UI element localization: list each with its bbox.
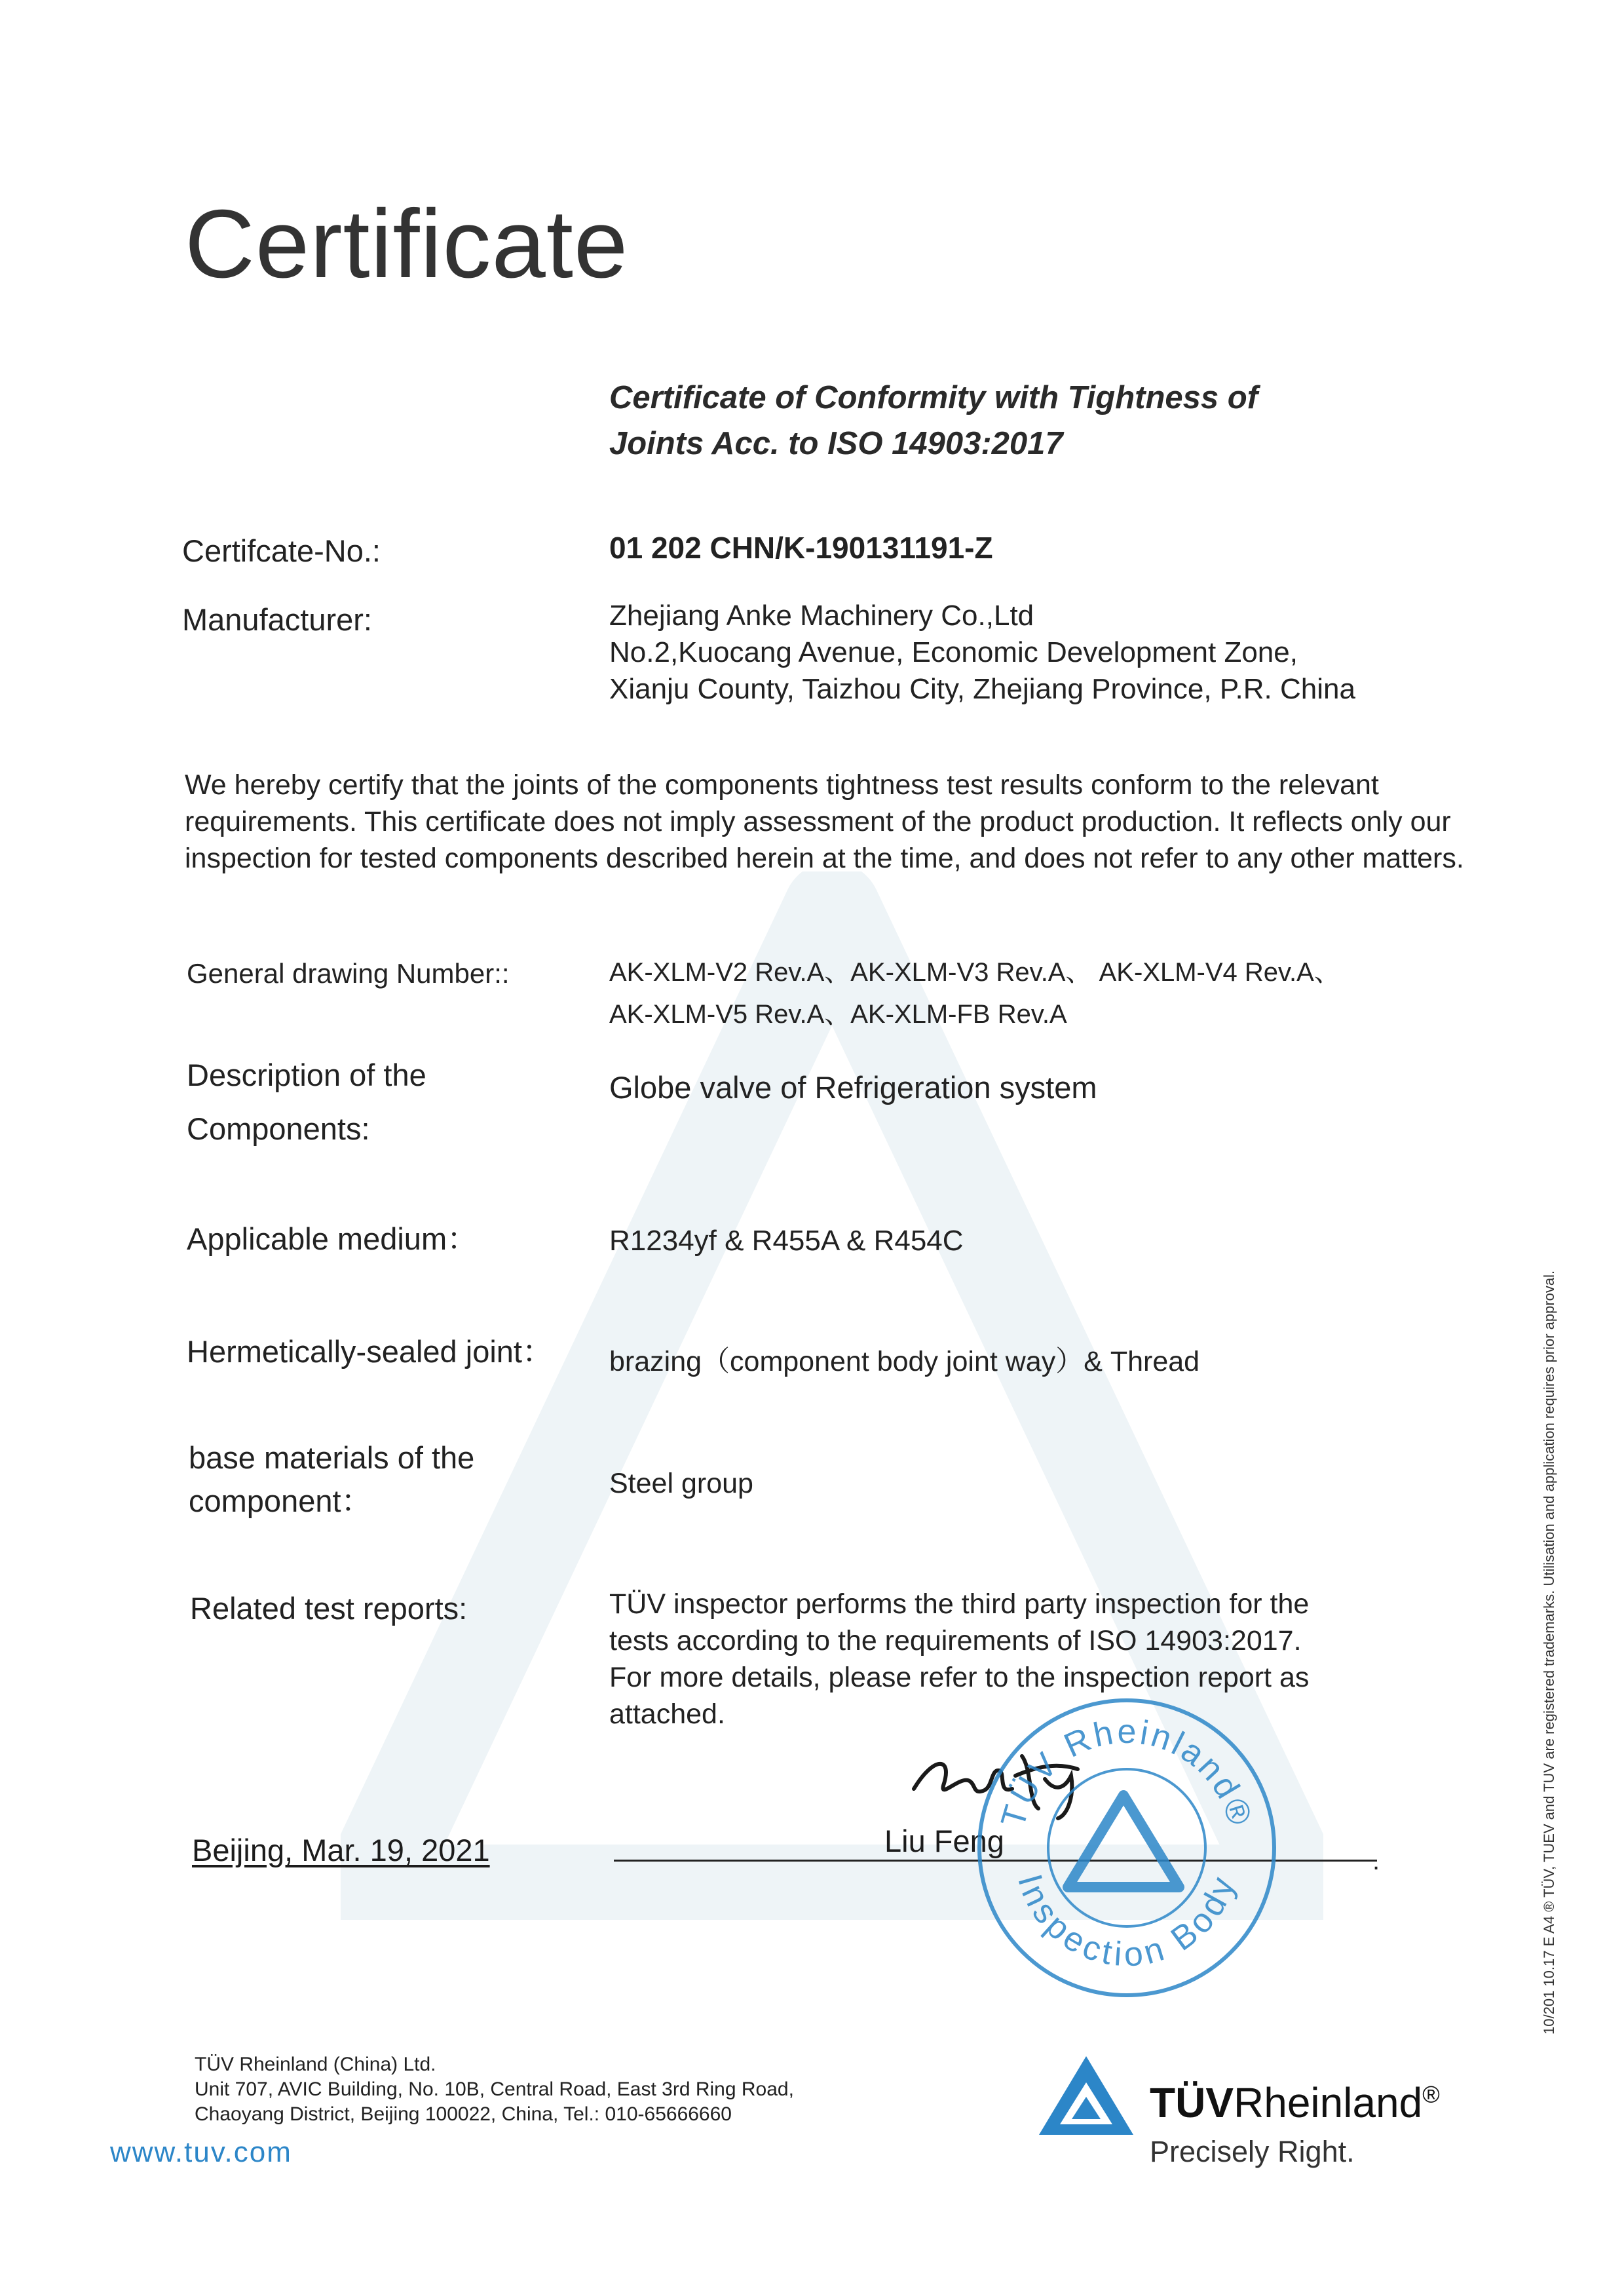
test-reports-line: attached. xyxy=(609,1698,725,1730)
logo-tagline: Precisely Right. xyxy=(1150,2135,1355,2168)
manufacturer-line: Xianju County, Taizhou City, Zhejiang Province, P.R. China xyxy=(609,673,1355,705)
certificate-number-value: 01 202 CHN/K-190131191-Z xyxy=(609,531,993,565)
medium-label: Applicable medium： xyxy=(187,1221,478,1256)
footer-address-line: Chaoyang District, Beijing 100022, China, Tel.: 010-65666660 xyxy=(195,2103,732,2125)
svg-text:TÜV Rheinland®: TÜV Rheinland® xyxy=(994,1712,1260,1832)
base-materials-value: Steel group xyxy=(609,1468,753,1499)
logo-bold-part: TÜV xyxy=(1150,2079,1234,2126)
base-materials-label-line: base materials of the xyxy=(189,1440,475,1475)
tuv-rheinland-logo xyxy=(1150,2078,1440,2127)
manufacturer-label: Manufacturer: xyxy=(182,602,372,637)
drawing-number-line: AK-XLM-V5 Rev.A、AK-XLM-FB Rev.A xyxy=(609,1000,1067,1029)
drawing-number-label: General drawing Number:: xyxy=(187,958,510,989)
tuv-triangle-logo-icon xyxy=(1035,2051,1137,2139)
description-value: Globe valve of Refrigeration system xyxy=(609,1070,1097,1105)
signer-name: Liu Feng xyxy=(884,1824,1004,1858)
logo-regular-part: Rheinland xyxy=(1234,2079,1423,2126)
test-reports-line: For more details, please refer to the inspection report as xyxy=(609,1662,1310,1693)
description-label-line: Components: xyxy=(187,1111,370,1146)
trademark-side-note: 10/201 10.17 E A4 ® TÜV, TUEV and TUV are registered trademarks. Utilisation and application requires prior approval. xyxy=(1541,1270,1557,2035)
footer-address xyxy=(195,2052,794,2127)
test-reports-label: Related test reports: xyxy=(190,1591,468,1626)
certification-statement: We hereby certify that the joints of the components tightness test results conform to the relevant requirements. This certificate does not imply assessment of the product production. It reflects only our inspection for tested components described herein at the time, and does not refer to any other matters. xyxy=(185,769,1464,874)
place-date: Beijing, Mar. 19, 2021 xyxy=(192,1833,490,1867)
page-title: Certificate xyxy=(185,190,629,298)
signature-line-dot: . xyxy=(1372,1846,1380,1875)
subtitle-line: Joints Acc. to ISO 14903:2017 xyxy=(609,426,1063,461)
footer-company: TÜV Rheinland (China) Ltd. xyxy=(195,2054,436,2075)
manufacturer-line: Zhejiang Anke Machinery Co.,Ltd xyxy=(609,600,1034,632)
joint-value: brazing（component body joint way）& Thread xyxy=(609,1346,1200,1377)
footer-address-line: Unit 707, AVIC Building, No. 10B, Central Road, East 3rd Ring Road, xyxy=(195,2078,794,2100)
description-label-line: Description of the xyxy=(187,1058,426,1092)
test-reports-line: TÜV inspector performs the third party inspection for the xyxy=(609,1588,1310,1620)
drawing-number-line: AK-XLM-V2 Rev.A、AK-XLM-V3 Rev.A、 AK-XLM-V4 Rev.A、 xyxy=(609,958,1340,987)
drawing-number-value xyxy=(609,951,1340,1035)
description-label xyxy=(187,1048,426,1156)
registered-mark: ® xyxy=(1422,2080,1440,2108)
inspection-stamp xyxy=(970,1691,1284,2005)
website-link[interactable]: www.tuv.com xyxy=(110,2136,292,2168)
manufacturer-line: No.2,Kuocang Avenue, Economic Development Zone, xyxy=(609,636,1298,668)
manufacturer-address xyxy=(609,598,1355,708)
base-materials-label-line: component： xyxy=(189,1483,372,1518)
certificate-number-label: Certifcate-No.: xyxy=(182,533,381,568)
base-materials-label xyxy=(189,1436,474,1523)
test-reports-line: tests according to the requirements of ISO 14903:2017. xyxy=(609,1625,1302,1656)
subtitle-line: Certificate of Conformity with Tightness of xyxy=(609,380,1258,415)
medium-value: R1234yf & R455A & R454C xyxy=(609,1225,964,1257)
svg-text:Inspection Body: Inspection Body xyxy=(1010,1869,1244,1974)
certificate-subtitle xyxy=(609,375,1258,467)
joint-label: Hermetically-sealed joint： xyxy=(187,1334,553,1369)
